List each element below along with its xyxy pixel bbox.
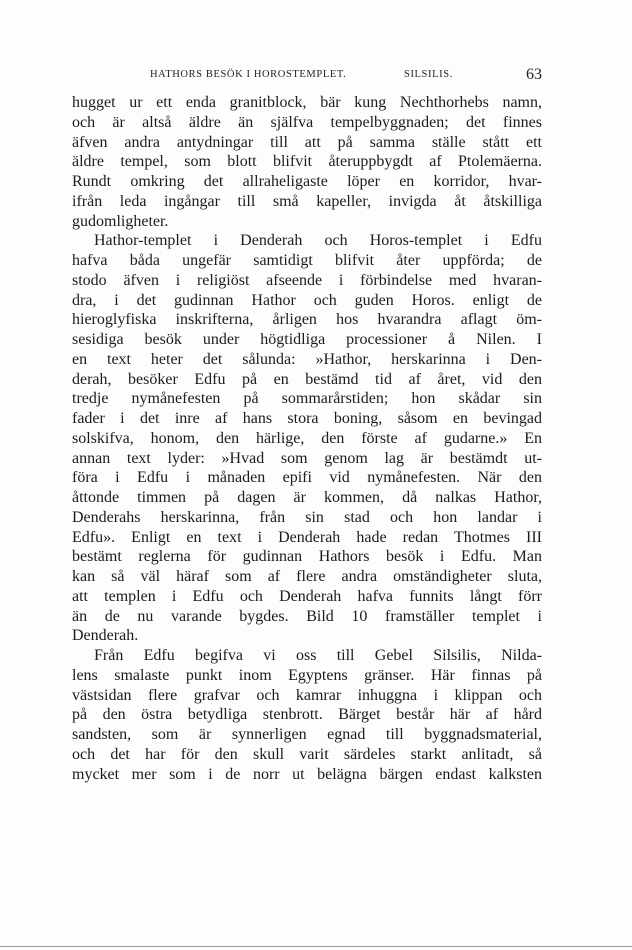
text-line: Hathor-templet i Denderah och Horos-templet i Edfu [94,232,542,250]
text-line: åttonde timmen på dagen är kommen, då nalkas Hathor, [72,489,542,506]
text-line: sesidiga besök under högtidliga processioner å Nilen. I [72,331,542,348]
text-line: kan så väl häraf som af flere andra omständigheter sluta, [72,568,542,585]
text-line: sandsten, som är synnerligen egnad till byggnadsmaterial, [72,726,542,743]
body-text [72,93,542,784]
text-line: fader i det inre af hans stora boning, såsom en bevingad [72,410,542,427]
page-bottom-edge [0,946,632,947]
text-line: solskifva, honom, den härlige, den förste af gudarne.» En [72,429,542,447]
text-line: på den östra betydliga stenbrott. Bärget består här af hård [72,706,542,724]
text-line: tredje nymånefesten på sommarårstiden; hon skådar sin [72,390,542,408]
text-line: än de nu varande bygdes. Bild 10 framställer templet i [72,607,542,625]
text-line: Denderah. [72,627,139,645]
text-line: Denderahs herskarinna, från sin stad och hon landar i [72,508,542,526]
running-head-title: HATHORS BESÖK I HOROSTEMPLET. [150,69,347,80]
text-line: lens smalaste punkt inom Egyptens gränser. Här finnas på [72,666,542,684]
text-line: dra, i det gudinnan Hathor och guden Horos. enligt de [72,291,542,309]
text-line: mycket mer som i de norr ut belägna bärgen endast kalksten [72,765,542,783]
text-line: Edfu». Enligt en text i Denderah hade redan Thotmes III [72,528,542,546]
text-line: och är altså äldre än själfva tempelbyggnaden; det finnes [72,113,542,131]
running-head-section: SILSILIS. [404,69,453,80]
text-line: derah, besöker Edfu på en bestämd tid af året, vid den [72,370,542,388]
text-line: stodo äfven i religiöst afseende i förbindelse med hvaran- [72,271,542,289]
text-line: Rundt omkring det allraheligaste löper en korridor, hvar- [72,173,542,190]
text-line: äfven andra antydningar till att på samma ställe stått ett [72,133,542,151]
text-line: Från Edfu begifva vi oss till Gebel Silsilis, Nilda- [94,647,542,664]
text-line: bestämt reglerna för gudinnan Hathors besök i Edfu. Man [72,548,542,566]
text-line: hafva båda ungefär samtidigt blifvit åter uppförda; de [72,252,542,269]
text-line: att templen i Edfu och Denderah hafva funnits långt förr [72,587,542,605]
text-line: hieroglyfiska inskrifterna, årligen hos hvarandra aflagt öm- [72,311,542,329]
text-line: en text heter det sålunda: »Hathor, herskarinna i Den- [72,350,542,368]
text-line: och det har för den skull varit särdeles starkt anlitadt, så [72,745,542,763]
text-line: annan text lyder: »Hvad som genom lag är bestämdt ut- [72,449,542,467]
text-line: västsidan flere grafvar och kamrar inhuggna i klippan och [72,686,542,704]
text-line: äldre tempel, som blott blifvit återuppbygdt af Ptolemäerna. [72,153,542,171]
text-line: föra i Edfu i månaden epifi vid nymånefesten. När den [72,469,542,487]
text-line: ifrån leda ingångar till små kapeller, invigda åt åtskilliga [72,192,542,210]
page-number: 63 [526,66,542,83]
running-head [72,66,542,86]
text-line: gudomligheter. [72,212,169,230]
text-line: hugget ur ett enda granitblock, bär kung Nechthorhebs namn, [72,94,542,111]
